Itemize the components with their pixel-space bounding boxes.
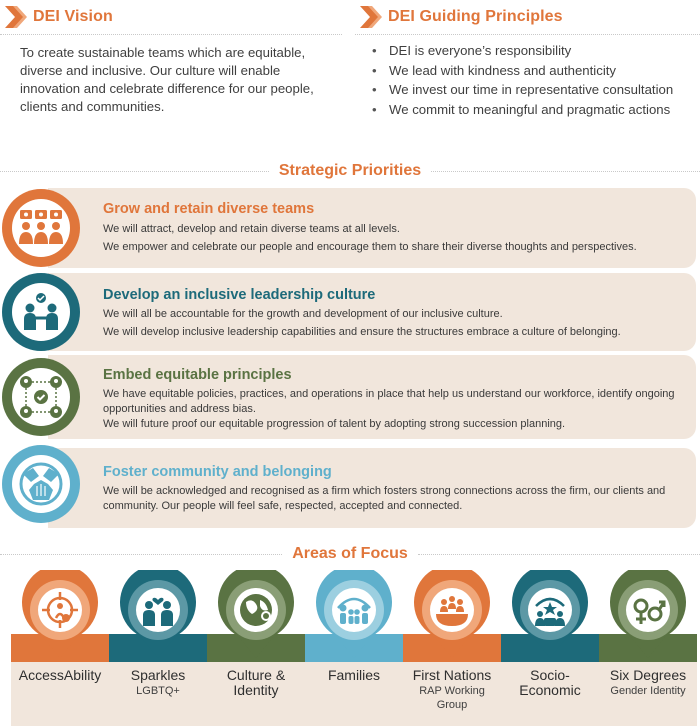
priority-title: Develop an inclusive leadership culture: [103, 287, 376, 303]
area-card: [305, 568, 403, 728]
area-card: [11, 568, 109, 728]
people-group-icon: [12, 199, 70, 257]
area-sub: RAP Working Group: [419, 685, 485, 711]
priority-text: [103, 307, 690, 340]
area-label-box: [403, 662, 501, 726]
area-sub: LGBTQ+: [136, 685, 180, 697]
priority-text: [103, 387, 690, 432]
area-name: Sparkles: [130, 667, 186, 683]
priority-text: [103, 484, 690, 514]
priority-line: We will future proof our equitable progression of talent by adopting strong succession planning.: [103, 418, 566, 430]
priority-line: We empower and celebrate our people and encourage them to share their diverse thoughts and perspectives.: [103, 241, 637, 253]
chevron-icon: [358, 4, 384, 30]
priority-line: We will attract, develop and retain diverse teams at all levels.: [103, 223, 400, 235]
area-label-box: [207, 662, 305, 726]
accessibility-target-icon: [20, 570, 100, 660]
principles-list: [369, 42, 689, 120]
priority-line: We will develop inclusive leadership capabilities and ensure the structures embrace a culture of belonging.: [103, 326, 621, 338]
area-card: [109, 568, 207, 728]
area-name: Six Degrees: [609, 667, 687, 683]
heart-couple-icon: [118, 570, 198, 660]
priority-title: Grow and retain diverse teams: [103, 201, 315, 217]
priority-item: [0, 188, 700, 268]
divider: [418, 554, 700, 555]
vision-column: [0, 0, 350, 114]
area-label-box: [599, 662, 697, 726]
area-name: Culture & Identity: [226, 667, 286, 698]
chevron-icon: [3, 4, 29, 30]
divider: [0, 554, 282, 555]
list-item: • We lead with kindness and authenticity: [369, 62, 689, 80]
priority-badge: [2, 445, 80, 523]
priority-item: [0, 448, 700, 528]
vision-title: DEI Vision: [33, 8, 113, 25]
strategic-heading: [0, 160, 700, 182]
priority-badge: [2, 273, 80, 351]
star-person-icon: [510, 570, 590, 660]
divider: [0, 34, 342, 35]
top-section: [0, 0, 700, 158]
priority-badge: [2, 189, 80, 267]
priority-line: We will all be accountable for the growth and development of our inclusive culture.: [103, 308, 503, 320]
priority-item: [0, 273, 700, 351]
gender-symbols-icon: [608, 570, 688, 660]
leaders-icon: [12, 283, 70, 341]
priority-text: [103, 222, 690, 255]
area-name: AccessAbility: [18, 667, 102, 683]
divider: [0, 171, 269, 172]
area-card: [501, 568, 599, 728]
priority-title: Embed equitable principles: [103, 367, 292, 383]
list-item: • We invest our time in representative consultation: [369, 81, 689, 99]
area-name: Socio-Economic: [519, 667, 581, 698]
areas-row: [0, 568, 700, 728]
area-label-box: [109, 662, 207, 726]
area-label-box: [11, 662, 109, 726]
area-card: [403, 568, 501, 728]
area-label-box: [305, 662, 403, 726]
vision-text: To create sustainable teams which are equitable, diverse and inclusive. Our culture will enable innovation and celebrate difference for our people, clients and communities.: [20, 45, 314, 114]
divider: [431, 171, 700, 172]
area-name: Families: [327, 667, 381, 683]
principles-title: DEI Guiding Principles: [388, 8, 563, 25]
globe-people-icon: [216, 570, 296, 660]
principles-column: [355, 0, 700, 117]
area-label-box: [501, 662, 599, 726]
areas-heading: [0, 543, 700, 565]
priority-title: Foster community and belonging: [103, 464, 332, 480]
area-sub: Gender Identity: [610, 685, 686, 697]
divider: [355, 34, 700, 35]
priority-line: We have equitable policies, practices, and operations in place that help us understand our workforce, identify ongoing opportunities and address bias.: [103, 388, 675, 415]
area-card: [207, 568, 305, 728]
list-item: • We commit to meaningful and pragmatic actions: [369, 101, 689, 119]
strategic-title: Strategic Priorities: [278, 162, 422, 179]
hands-together-icon: [12, 455, 70, 513]
priority-badge: [2, 358, 80, 436]
vision-header: [0, 0, 350, 34]
principles-header: [355, 0, 700, 34]
priority-line: We will be acknowledged and recognised as a firm which fosters strong connections across the firm, our clients and community. Our people will feel safe, respected, accepted and connected.: [103, 485, 666, 512]
list-item: • DEI is everyone’s responsibility: [369, 42, 689, 60]
area-card: [599, 568, 697, 728]
family-icon: [314, 570, 394, 660]
hand-people-icon: [412, 570, 492, 660]
areas-title: Areas of Focus: [292, 545, 408, 562]
area-name: First Nations: [412, 667, 492, 683]
network-check-icon: [12, 368, 70, 426]
priority-item: [0, 355, 700, 439]
